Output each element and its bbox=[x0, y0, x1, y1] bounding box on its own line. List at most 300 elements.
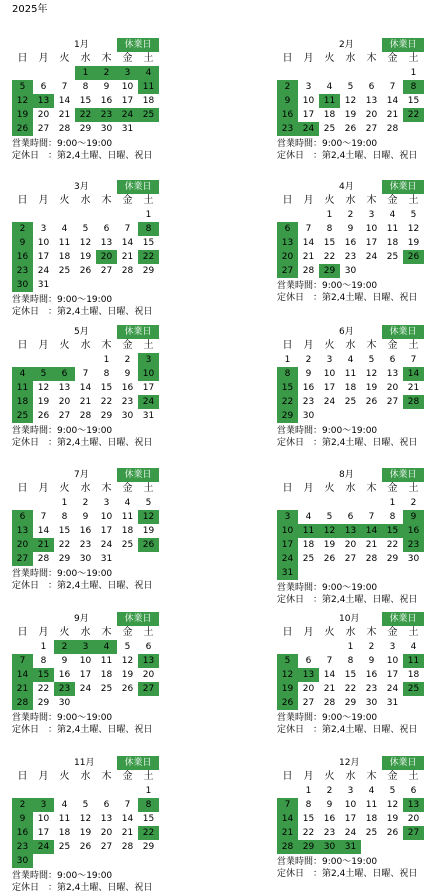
day-cell: 29 bbox=[344, 698, 357, 708]
day-cell: 2 bbox=[82, 498, 89, 508]
day-cell: 14 bbox=[121, 238, 134, 248]
day-cell: 10 bbox=[37, 814, 50, 824]
month-calendar-9 bbox=[12, 612, 159, 736]
empty-cell bbox=[75, 784, 96, 798]
business-info bbox=[12, 425, 159, 449]
day-cell-closed: 21 bbox=[277, 826, 298, 840]
day-cell-closed: 4 bbox=[138, 66, 159, 80]
weekday-header: 日 bbox=[282, 627, 293, 638]
day-cell-closed: 24 bbox=[298, 122, 319, 136]
empty-cell bbox=[117, 784, 138, 798]
weekday-header: 水 bbox=[80, 53, 91, 64]
day-cell: 12 bbox=[407, 224, 420, 234]
day-cell: 21 bbox=[121, 252, 134, 262]
business-info bbox=[277, 582, 424, 606]
regular-holidays: 定休日 ：第2,4土曜、日曜、祝日 bbox=[12, 883, 153, 893]
weekday-header: 火 bbox=[324, 53, 335, 64]
weekday-header: 月 bbox=[38, 195, 49, 206]
day-cell-closed: 11 bbox=[12, 381, 33, 395]
regular-holidays: 定休日 ：第2,4土曜、日曜、祝日 bbox=[12, 307, 153, 317]
weekday-header: 月 bbox=[303, 195, 314, 206]
closed-day-legend: 休業日 bbox=[382, 468, 424, 482]
closed-day-legend: 休業日 bbox=[117, 325, 159, 339]
day-cell: 7 bbox=[410, 355, 417, 365]
day-cell: 19 bbox=[365, 383, 378, 393]
day-cell: 24 bbox=[79, 684, 92, 694]
day-cell: 15 bbox=[79, 96, 92, 106]
day-cell-closed: 7 bbox=[12, 654, 33, 668]
day-cell: 8 bbox=[61, 512, 68, 522]
weekday-header: 木 bbox=[366, 627, 377, 638]
day-cell: 28 bbox=[121, 266, 134, 276]
empty-cell bbox=[54, 208, 75, 222]
day-cell: 18 bbox=[100, 670, 113, 680]
day-cell-closed: 16 bbox=[12, 250, 33, 264]
regular-holidays: 定休日 ：第2,4土曜、日曜、祝日 bbox=[277, 438, 418, 448]
month-label: 8月 bbox=[339, 470, 354, 480]
day-cell-closed: 15 bbox=[33, 668, 54, 682]
day-cell: 1 bbox=[410, 68, 417, 78]
day-cell-closed: 30 bbox=[319, 840, 340, 854]
day-cell: 23 bbox=[323, 828, 336, 838]
day-cell: 16 bbox=[323, 814, 336, 824]
month-label: 11月 bbox=[74, 758, 95, 768]
day-cell-closed: 6 bbox=[277, 222, 298, 236]
month-calendar-3 bbox=[12, 180, 159, 318]
day-cell: 21 bbox=[386, 110, 399, 120]
month-calendar-1 bbox=[12, 38, 159, 162]
day-cell-closed: 9 bbox=[12, 236, 33, 250]
day-cell: 7 bbox=[40, 512, 47, 522]
day-cell-closed: 3 bbox=[33, 798, 54, 812]
day-cell-closed: 16 bbox=[277, 108, 298, 122]
day-cell-closed: 4 bbox=[12, 367, 33, 381]
day-cell-closed: 8 bbox=[138, 222, 159, 236]
day-cell: 11 bbox=[365, 800, 378, 810]
weekday-header: 木 bbox=[101, 627, 112, 638]
day-cell: 15 bbox=[100, 383, 113, 393]
weekday-header: 日 bbox=[282, 195, 293, 206]
weekday-header: 金 bbox=[387, 195, 398, 206]
day-cell: 24 bbox=[37, 266, 50, 276]
day-cell: 10 bbox=[79, 656, 92, 666]
month-calendar-2 bbox=[277, 38, 424, 162]
day-cell: 27 bbox=[37, 124, 50, 134]
day-cell: 12 bbox=[37, 383, 50, 393]
weekday-header: 火 bbox=[59, 53, 70, 64]
month-calendar-10 bbox=[277, 612, 424, 736]
day-cell: 26 bbox=[323, 554, 336, 564]
day-cell: 20 bbox=[365, 110, 378, 120]
day-cell: 11 bbox=[58, 814, 71, 824]
weekday-header: 日 bbox=[17, 53, 28, 64]
day-cell: 12 bbox=[365, 369, 378, 379]
empty-cell bbox=[117, 208, 138, 222]
weekday-header: 火 bbox=[59, 195, 70, 206]
month-day-grid bbox=[277, 339, 424, 423]
day-cell: 20 bbox=[142, 670, 155, 680]
day-cell: 9 bbox=[103, 82, 110, 92]
month-header bbox=[277, 180, 424, 194]
day-cell-closed: 25 bbox=[138, 108, 159, 122]
day-cell: 24 bbox=[100, 540, 113, 550]
day-cell: 29 bbox=[58, 554, 71, 564]
day-cell: 13 bbox=[365, 96, 378, 106]
weekday-header: 金 bbox=[387, 483, 398, 494]
day-cell-closed: 4 bbox=[96, 640, 117, 654]
day-cell: 6 bbox=[347, 512, 354, 522]
day-cell: 20 bbox=[344, 540, 357, 550]
day-cell: 10 bbox=[37, 238, 50, 248]
day-cell-closed: 23 bbox=[12, 264, 33, 278]
day-cell: 29 bbox=[79, 124, 92, 134]
day-cell-closed: 6 bbox=[54, 367, 75, 381]
business-hours: 営業時間：9:00～19:00 bbox=[12, 569, 113, 579]
day-cell-closed: 10 bbox=[277, 524, 298, 538]
closed-day-legend: 休業日 bbox=[117, 38, 159, 52]
day-cell: 22 bbox=[100, 397, 113, 407]
day-cell: 17 bbox=[323, 383, 336, 393]
day-cell-closed: 7 bbox=[277, 798, 298, 812]
day-cell-closed: 22 bbox=[75, 108, 96, 122]
day-cell: 5 bbox=[145, 498, 152, 508]
weekday-header: 火 bbox=[59, 483, 70, 494]
weekday-header: 木 bbox=[366, 195, 377, 206]
business-hours: 営業時間：9:00～19:00 bbox=[277, 426, 378, 436]
closed-day-legend: 休業日 bbox=[117, 756, 159, 770]
day-cell: 16 bbox=[58, 670, 71, 680]
empty-cell bbox=[54, 353, 75, 367]
weekday-header: 木 bbox=[366, 340, 377, 351]
weekday-header: 土 bbox=[408, 53, 419, 64]
month-header bbox=[277, 756, 424, 770]
day-cell: 30 bbox=[344, 266, 357, 276]
day-cell: 14 bbox=[323, 670, 336, 680]
day-cell: 3 bbox=[103, 498, 110, 508]
month-header bbox=[12, 180, 159, 194]
day-cell: 31 bbox=[142, 411, 155, 421]
day-cell: 30 bbox=[58, 698, 71, 708]
day-cell: 5 bbox=[410, 210, 417, 220]
day-cell: 11 bbox=[344, 369, 357, 379]
day-cell: 17 bbox=[121, 96, 134, 106]
weekday-header: 水 bbox=[80, 627, 91, 638]
empty-cell bbox=[319, 640, 340, 654]
empty-cell bbox=[33, 496, 54, 510]
empty-cell bbox=[33, 353, 54, 367]
day-cell: 14 bbox=[386, 96, 399, 106]
month-day-grid bbox=[12, 52, 159, 136]
day-cell: 10 bbox=[386, 656, 399, 666]
day-cell-closed: 28 bbox=[277, 840, 298, 854]
regular-holidays: 定休日 ：第2,4土曜、日曜、祝日 bbox=[277, 293, 418, 303]
weekday-header: 火 bbox=[59, 340, 70, 351]
weekday-header: 月 bbox=[303, 771, 314, 782]
weekday-header: 火 bbox=[324, 483, 335, 494]
day-cell: 6 bbox=[389, 355, 396, 365]
day-cell: 6 bbox=[410, 786, 417, 796]
day-cell: 25 bbox=[100, 684, 113, 694]
day-cell: 11 bbox=[58, 238, 71, 248]
day-cell: 27 bbox=[302, 698, 315, 708]
day-cell-closed: 12 bbox=[319, 524, 340, 538]
day-cell: 19 bbox=[79, 828, 92, 838]
day-cell-closed: 13 bbox=[403, 798, 424, 812]
empty-cell bbox=[75, 208, 96, 222]
empty-cell bbox=[33, 208, 54, 222]
empty-cell bbox=[12, 496, 33, 510]
day-cell: 2 bbox=[305, 355, 312, 365]
day-cell: 16 bbox=[302, 383, 315, 393]
regular-holidays: 定休日 ：第2,4土曜、日曜、祝日 bbox=[12, 581, 153, 591]
day-cell-closed: 29 bbox=[298, 840, 319, 854]
day-cell: 17 bbox=[37, 828, 50, 838]
day-cell-closed: 8 bbox=[403, 80, 424, 94]
day-cell-closed: 27 bbox=[277, 264, 298, 278]
day-cell-closed: 17 bbox=[277, 538, 298, 552]
day-cell: 28 bbox=[323, 698, 336, 708]
day-cell: 4 bbox=[61, 224, 68, 234]
month-header bbox=[277, 468, 424, 482]
day-cell-closed: 28 bbox=[403, 395, 424, 409]
day-cell: 21 bbox=[323, 684, 336, 694]
day-cell: 25 bbox=[58, 266, 71, 276]
regular-holidays: 定休日 ：第2,4土曜、日曜、祝日 bbox=[12, 725, 153, 735]
day-cell: 20 bbox=[386, 383, 399, 393]
month-calendar-6 bbox=[277, 325, 424, 449]
day-cell: 20 bbox=[58, 397, 71, 407]
day-cell-closed: 30 bbox=[12, 278, 33, 292]
day-cell-closed: 26 bbox=[277, 696, 298, 710]
day-cell-closed: 12 bbox=[277, 668, 298, 682]
day-cell: 1 bbox=[326, 210, 333, 220]
closed-day-legend: 休業日 bbox=[117, 612, 159, 626]
day-cell: 25 bbox=[323, 124, 336, 134]
day-cell: 6 bbox=[40, 82, 47, 92]
closed-day-legend: 休業日 bbox=[382, 612, 424, 626]
day-cell: 10 bbox=[323, 369, 336, 379]
weekday-header: 土 bbox=[408, 771, 419, 782]
empty-cell bbox=[319, 66, 340, 80]
day-cell: 22 bbox=[386, 540, 399, 550]
day-cell: 21 bbox=[365, 540, 378, 550]
weekday-header: 日 bbox=[17, 195, 28, 206]
day-cell: 28 bbox=[58, 124, 71, 134]
weekday-header: 土 bbox=[143, 627, 154, 638]
day-cell-closed: 24 bbox=[117, 108, 138, 122]
regular-holidays: 定休日 ：第2,4土曜、日曜、祝日 bbox=[277, 595, 418, 605]
day-cell: 25 bbox=[302, 554, 315, 564]
weekday-header: 土 bbox=[143, 771, 154, 782]
day-cell: 18 bbox=[365, 814, 378, 824]
empty-cell bbox=[12, 784, 33, 798]
empty-cell bbox=[298, 640, 319, 654]
day-cell: 5 bbox=[326, 512, 333, 522]
day-cell: 21 bbox=[302, 252, 315, 262]
weekday-header: 月 bbox=[303, 483, 314, 494]
day-cell: 19 bbox=[386, 814, 399, 824]
day-cell-closed: 24 bbox=[277, 552, 298, 566]
day-cell-closed: 22 bbox=[403, 108, 424, 122]
day-cell: 14 bbox=[302, 238, 315, 248]
day-cell: 1 bbox=[40, 642, 47, 652]
day-cell: 13 bbox=[100, 814, 113, 824]
month-calendar-4 bbox=[277, 180, 424, 304]
day-cell-closed: 22 bbox=[138, 826, 159, 840]
day-cell-closed: 9 bbox=[12, 812, 33, 826]
month-label: 10月 bbox=[339, 614, 360, 624]
day-cell: 28 bbox=[79, 411, 92, 421]
regular-holidays: 定休日 ：第2,4土曜、日曜、祝日 bbox=[12, 438, 153, 448]
day-cell-closed: 29 bbox=[319, 264, 340, 278]
day-cell: 3 bbox=[347, 786, 354, 796]
empty-cell bbox=[54, 784, 75, 798]
day-cell-closed: 10 bbox=[138, 367, 159, 381]
day-cell: 4 bbox=[326, 82, 333, 92]
weekday-header: 火 bbox=[324, 340, 335, 351]
day-cell: 18 bbox=[142, 96, 155, 106]
day-cell: 5 bbox=[124, 642, 131, 652]
month-label: 1月 bbox=[74, 40, 89, 50]
day-cell: 25 bbox=[365, 828, 378, 838]
weekday-header: 水 bbox=[345, 483, 356, 494]
day-cell: 29 bbox=[142, 842, 155, 852]
regular-holidays: 定休日 ：第2,4土曜、日曜、祝日 bbox=[277, 725, 418, 735]
empty-cell bbox=[361, 496, 382, 510]
weekday-header: 火 bbox=[324, 195, 335, 206]
day-cell-closed: 13 bbox=[138, 654, 159, 668]
day-cell: 1 bbox=[145, 210, 152, 220]
day-cell-closed: 3 bbox=[75, 640, 96, 654]
empty-cell bbox=[382, 66, 403, 80]
day-cell-closed: 26 bbox=[12, 122, 33, 136]
month-day-grid bbox=[12, 770, 159, 868]
weekday-header: 水 bbox=[80, 195, 91, 206]
day-cell: 1 bbox=[145, 786, 152, 796]
empty-cell bbox=[277, 784, 298, 798]
business-hours: 営業時間：9:00～19:00 bbox=[12, 139, 113, 149]
day-cell-closed: 8 bbox=[138, 798, 159, 812]
day-cell-closed: 13 bbox=[298, 668, 319, 682]
day-cell-closed: 8 bbox=[277, 367, 298, 381]
weekday-header: 木 bbox=[101, 340, 112, 351]
month-header bbox=[12, 468, 159, 482]
day-cell: 1 bbox=[347, 642, 354, 652]
day-cell-closed: 20 bbox=[277, 250, 298, 264]
weekday-header: 木 bbox=[366, 53, 377, 64]
business-hours: 営業時間：9:00～19:00 bbox=[12, 426, 113, 436]
day-cell: 19 bbox=[407, 238, 420, 248]
weekday-header: 月 bbox=[303, 340, 314, 351]
day-cell: 1 bbox=[61, 498, 68, 508]
day-cell: 24 bbox=[344, 828, 357, 838]
day-cell: 27 bbox=[100, 842, 113, 852]
weekday-header: 水 bbox=[345, 340, 356, 351]
empty-cell bbox=[277, 496, 298, 510]
empty-cell bbox=[12, 208, 33, 222]
day-cell: 28 bbox=[37, 554, 50, 564]
weekday-header: 木 bbox=[101, 53, 112, 64]
day-cell: 21 bbox=[58, 110, 71, 120]
empty-cell bbox=[277, 640, 298, 654]
day-cell: 12 bbox=[344, 96, 357, 106]
day-cell: 11 bbox=[121, 512, 134, 522]
month-day-grid bbox=[12, 194, 159, 292]
day-cell-closed: 3 bbox=[117, 66, 138, 80]
day-cell-closed: 20 bbox=[96, 250, 117, 264]
weekday-header: 水 bbox=[80, 483, 91, 494]
day-cell: 18 bbox=[407, 670, 420, 680]
day-cell: 9 bbox=[82, 512, 89, 522]
regular-holidays: 定休日 ：第2,4土曜、日曜、祝日 bbox=[277, 151, 418, 161]
day-cell-closed: 31 bbox=[340, 840, 361, 854]
day-cell: 5 bbox=[347, 82, 354, 92]
day-cell: 7 bbox=[326, 656, 333, 666]
day-cell: 30 bbox=[407, 554, 420, 564]
day-cell: 27 bbox=[58, 411, 71, 421]
day-cell-closed: 27 bbox=[403, 826, 424, 840]
day-cell-closed: 13 bbox=[340, 524, 361, 538]
day-cell: 8 bbox=[347, 656, 354, 666]
month-label: 5月 bbox=[74, 327, 89, 337]
day-cell: 4 bbox=[389, 210, 396, 220]
day-cell: 6 bbox=[368, 82, 375, 92]
day-cell: 25 bbox=[58, 842, 71, 852]
day-cell: 17 bbox=[142, 383, 155, 393]
day-cell: 16 bbox=[100, 96, 113, 106]
day-cell-closed: 20 bbox=[12, 538, 33, 552]
empty-cell bbox=[12, 640, 33, 654]
day-cell: 29 bbox=[386, 554, 399, 564]
day-cell-closed: 23 bbox=[54, 682, 75, 696]
day-cell: 1 bbox=[103, 355, 110, 365]
business-info bbox=[277, 856, 424, 880]
weekday-header: 月 bbox=[38, 340, 49, 351]
month-calendar-7 bbox=[12, 468, 159, 592]
day-cell: 6 bbox=[145, 642, 152, 652]
day-cell-closed: 9 bbox=[277, 94, 298, 108]
day-cell: 10 bbox=[100, 512, 113, 522]
weekday-header: 火 bbox=[59, 771, 70, 782]
weekday-header: 金 bbox=[122, 195, 133, 206]
day-cell: 5 bbox=[82, 224, 89, 234]
day-cell-closed: 25 bbox=[403, 682, 424, 696]
weekday-header: 火 bbox=[59, 627, 70, 638]
weekday-header: 火 bbox=[324, 627, 335, 638]
day-cell: 11 bbox=[100, 656, 113, 666]
day-cell: 17 bbox=[344, 814, 357, 824]
day-cell: 23 bbox=[302, 397, 315, 407]
day-cell: 29 bbox=[37, 698, 50, 708]
weekday-header: 月 bbox=[38, 483, 49, 494]
day-cell-closed: 3 bbox=[138, 353, 159, 367]
month-day-grid bbox=[12, 626, 159, 710]
business-info bbox=[12, 294, 159, 318]
closed-day-legend: 休業日 bbox=[382, 756, 424, 770]
business-info bbox=[277, 712, 424, 736]
day-cell: 22 bbox=[302, 828, 315, 838]
business-info bbox=[12, 870, 159, 894]
empty-cell bbox=[277, 66, 298, 80]
empty-cell bbox=[277, 208, 298, 222]
day-cell-closed: 29 bbox=[277, 409, 298, 423]
day-cell-closed: 11 bbox=[138, 80, 159, 94]
day-cell-closed: 27 bbox=[138, 682, 159, 696]
day-cell: 19 bbox=[323, 540, 336, 550]
day-cell: 15 bbox=[302, 814, 315, 824]
day-cell: 22 bbox=[344, 684, 357, 694]
day-cell: 8 bbox=[40, 656, 47, 666]
